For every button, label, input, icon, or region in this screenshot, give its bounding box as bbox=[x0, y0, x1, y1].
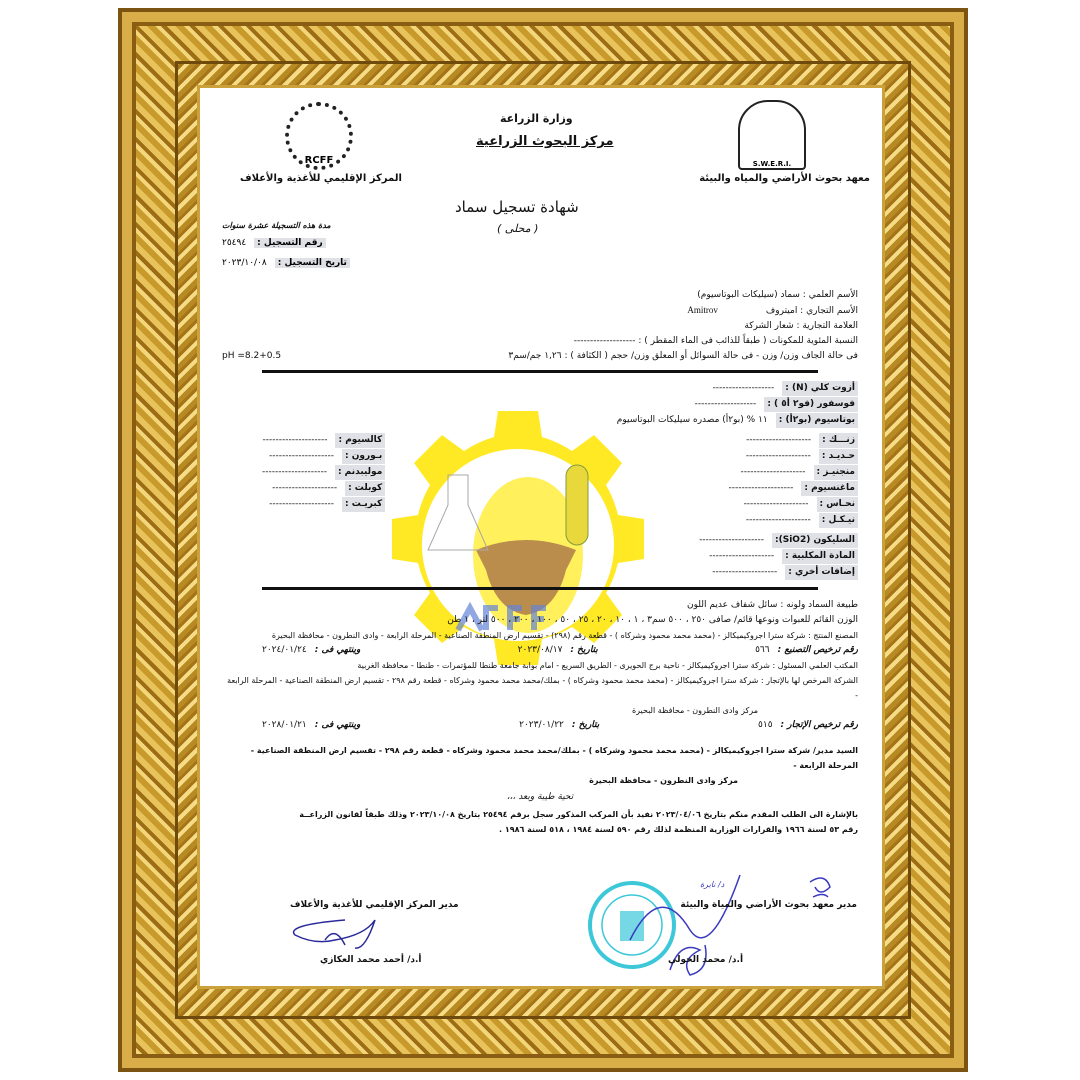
nutrient-value: -------------------- bbox=[699, 535, 765, 545]
nutrient-row bbox=[222, 397, 858, 412]
nutrient-label: منجنيـز : bbox=[814, 465, 859, 480]
validity-note: مدة هذه التسجيلة عشرة سنوات bbox=[222, 221, 331, 230]
trade-name-row bbox=[222, 303, 858, 319]
trade-end-date: ٢٠٢٨/٠١/٢١ bbox=[262, 720, 307, 730]
manufacturer: المصنع المنتج : شركة سترا اجروكيميكالز - (محمد محمد محمود وشركاه ) - قطعة رقم (٢٩٨) - تقسيم ارض المنطقة الصناعية - المرحلة الرابعة - وادى النطرون - محافظة البحيرة bbox=[271, 631, 858, 640]
certificate-subtitle: ( محلى ) bbox=[497, 222, 539, 235]
nutrient-row bbox=[222, 533, 858, 548]
mfg-license-row bbox=[222, 643, 858, 658]
nutrient-row bbox=[728, 433, 858, 448]
nutrient-value: ------------------- bbox=[694, 399, 757, 409]
nutrient-row bbox=[728, 481, 858, 496]
nutrient-row bbox=[222, 381, 858, 396]
greeting: تحية طيبة وبعد ،،، bbox=[506, 792, 574, 802]
addressee-address: مركز وادى النطرون - محافظة البحيرة bbox=[589, 776, 738, 785]
nutrient-row bbox=[262, 497, 385, 512]
mfg-end-label: وينتهي فى : bbox=[314, 645, 361, 655]
micro-nutrients-left bbox=[262, 433, 385, 529]
registration-number: ٢٥٤٩٤ bbox=[222, 238, 247, 248]
nutrient-value: -------------------- bbox=[745, 515, 811, 525]
trade-date: ٢٠٢٣/٠١/٢٢ bbox=[519, 720, 564, 730]
fertilizer-nature: طبيعة السماد ولونه : سائل شفاف عديم اللون bbox=[687, 600, 858, 610]
nutrient-row bbox=[262, 449, 385, 464]
package-weights: الوزن القائم للعبوات ونوعها قائم/ صافى ٢٥٠ ، ٥٠٠ سم٣ ، ١ ، ١٠ ، ٢٠ ، ٢٥ ، ٥٠ ، ١٠٠ ، ٢٠٠ ، ٥٠٠ لتر ، ١ طن bbox=[447, 615, 858, 625]
micro-nutrients bbox=[222, 433, 858, 529]
left-signatory-name: أ.د/ أحمد محمد العكازي bbox=[320, 955, 422, 965]
nutrient-label: كوبلت : bbox=[345, 481, 385, 496]
right-signatory-title: مدير معهد بحوث الأراضي والمياة والبيئة bbox=[680, 900, 857, 910]
divider bbox=[262, 370, 818, 373]
nutrient-value: ------------------- bbox=[712, 383, 775, 393]
letter-body-line-2: رقم ٥٣ لسنة ١٩٦٦ والقرارات الوزارية المنظمة لذلك رقم ٥٩٠ لسنة ١٩٨٤ ، ٥١٨ لسنة ١٩٨٦ . bbox=[499, 825, 858, 834]
registration-date: ٢٠٢٣/١٠/٠٨ bbox=[222, 258, 267, 268]
scientific-name: الأسم العلمي : سماد (سيليكات البوتاسيوم) bbox=[697, 290, 858, 300]
licensed-trader-address: مركز وادى النطرون - محافظة البحيرة bbox=[631, 706, 758, 715]
nutrient-value: -------------------- bbox=[269, 499, 335, 509]
nutrient-value: -------------------- bbox=[269, 451, 334, 461]
mfg-date-label: بتاريخ : bbox=[570, 645, 598, 655]
trade-license-number: ٥١٥ bbox=[758, 720, 773, 730]
micro-nutrients-right bbox=[728, 433, 858, 529]
trade-date-label: بتاريخ : bbox=[571, 720, 600, 730]
component-percentage: النسبة المئوية للمكونات ( طبقاً للذائب فى الماء المقطر ) : ------------------- bbox=[573, 336, 858, 346]
nutrient-value: -------------------- bbox=[709, 551, 775, 561]
registration-date-label: تاريخ التسجيل : bbox=[275, 258, 350, 268]
nutrient-row bbox=[728, 465, 858, 480]
nutrient-value: -------------------- bbox=[728, 483, 794, 493]
nutrient-label: زنـــك : bbox=[819, 433, 858, 448]
mfg-end-date: ٢٠٢٤/٠١/٢٤ bbox=[262, 645, 307, 655]
nutrient-row bbox=[222, 413, 858, 428]
right-signatory-name: أ.د/ محمد الخولي bbox=[668, 955, 744, 965]
licensed-trader: الشركة المرخص لها بالإتجار : شركة سترا اجروكيميكالز - (محمد محمد محمود وشركاه ) - بملك/محمد محمد محمود وشركاه - قطعة رقم ٢٩٨ - تقسيم ارض المنطقة الصناعية - المرحلة الرابعة - bbox=[227, 676, 858, 700]
right-org-name: معهد بحوث الأراضي والمياه والبيئة bbox=[699, 173, 870, 184]
rcff-logo: RCFF bbox=[285, 102, 353, 170]
nutrient-label: إضافات أخري : bbox=[785, 565, 858, 580]
nutrient-label: فوسفور (فو٢ أ٥ ) : bbox=[764, 397, 858, 412]
brand: العلامة التجارية : شعار الشركة bbox=[744, 321, 858, 331]
trade-license-row bbox=[222, 718, 858, 733]
main-nutrients bbox=[222, 381, 858, 429]
nutrient-value: -------------------- bbox=[262, 467, 327, 477]
nutrient-value: -------------------- bbox=[746, 435, 812, 445]
nutrient-label: كبريـت : bbox=[342, 497, 385, 512]
signature-note: د/ نايرة bbox=[700, 880, 725, 889]
nutrient-label: بـورون : bbox=[342, 449, 385, 464]
addressee: السيد مدير/ شركة سترا اجروكيميكالز - (محمد محمد محمود وشركاه ) - بملك/محمد محمد محمود وشركاه - قطعة رقم ٢٩٨ - تقسيم ارض المنطقة الصناعية - المرحلة الرابعة - bbox=[250, 746, 858, 770]
scientific-office: المكتب العلمي المسئول : شركة سترا اجروكيميكالز - ناحية برج الحويرى - الطريق السريع - امام بوابة جامعة طنطا للمؤتمرات - طنطا - محافظة الغربية bbox=[357, 661, 858, 670]
nutrient-label: موليبدنم : bbox=[335, 465, 385, 480]
nutrient-row bbox=[728, 497, 858, 512]
nutrient-value: -------------------- bbox=[740, 467, 806, 477]
ph-value: pH =8.2+0.5 bbox=[222, 351, 282, 361]
nutrient-label: ماغنسيوم : bbox=[801, 481, 858, 496]
trade-license-label: رقم ترخيص الإتجار : bbox=[780, 720, 858, 730]
trade-end-label: وينتهي فى : bbox=[314, 720, 361, 730]
mfg-license-number: ٥٦٦ bbox=[755, 645, 770, 655]
nutrient-label: المادة المكلبية : bbox=[782, 549, 858, 564]
nutrient-value: -------------------- bbox=[272, 483, 338, 493]
nutrient-row bbox=[262, 465, 385, 480]
center-name: مركز البحوث الزراعية bbox=[476, 134, 614, 149]
certificate-title: شهادة تسجيل سماد bbox=[455, 198, 579, 216]
nutrient-label: كالسيوم : bbox=[335, 433, 385, 448]
registration-date-row bbox=[222, 258, 350, 268]
nutrient-value: -------------------- bbox=[262, 435, 328, 445]
nutrient-label: حـديـد : bbox=[819, 449, 858, 464]
sweri-logo: S.W.E.R.I. bbox=[738, 100, 806, 170]
nutrient-label: السليكون (SiO2): bbox=[772, 533, 858, 548]
letter-body-line-1: بالإشارة الى الطلب المقدم منكم بتاريخ ٢٠٢٣/٠٤/٠٦ نفيد بأن المركب المذكور سجل برقم ٢٥٤٩٤ بتاريخ ٢٠٢٣/١٠/٠٨ وذلك طبقاً لقانون الزراعــة bbox=[299, 810, 858, 819]
ministry-name: وزارة الزراعة bbox=[500, 112, 573, 125]
density-row bbox=[222, 349, 858, 364]
nutrient-row bbox=[262, 481, 385, 496]
mfg-date: ٢٠٢٣/٠٨/١٧ bbox=[517, 645, 563, 655]
initials-mark bbox=[805, 872, 835, 902]
registration-number-label: رقم التسجيل : bbox=[254, 238, 326, 248]
nutrient-row bbox=[222, 565, 858, 580]
mfg-license-label: رقم ترخيص التصنيع : bbox=[777, 645, 858, 655]
nutrient-value: ١١ % (بو٢أ) مصدره سيليكات البوتاسيوم bbox=[616, 415, 768, 425]
nutrient-label: أزوت كلي (N) : bbox=[782, 381, 858, 396]
other-components bbox=[222, 533, 858, 581]
nutrient-value: -------------------- bbox=[743, 499, 809, 509]
nutrient-label: نحـاس : bbox=[817, 497, 858, 512]
registration-number-row bbox=[222, 238, 326, 248]
nutrient-value: -------------------- bbox=[712, 567, 778, 577]
nutrient-row bbox=[222, 549, 858, 564]
density: فى حالة الجاف وزن/ وزن - فى حالة السوائل أو المعلق وزن/ حجم ( الكثافة ) : ١,٢٦ جم/سم٣ bbox=[508, 351, 858, 361]
left-org-name: المركز الإقليمي للأغذية والأعلاف bbox=[240, 173, 402, 184]
certificate-body bbox=[222, 288, 858, 837]
left-signatory-title: مدير المركز الإقليمي للأغذية والأعلاف bbox=[290, 900, 459, 910]
nutrient-row bbox=[728, 513, 858, 528]
signature-left bbox=[275, 915, 405, 949]
nutrient-row bbox=[728, 449, 858, 464]
trade-name-english: Amitrov bbox=[687, 305, 718, 315]
divider bbox=[262, 587, 818, 590]
nutrient-row bbox=[262, 433, 385, 448]
nutrient-label: نيـكـل : bbox=[819, 513, 858, 528]
nutrient-value: -------------------- bbox=[745, 451, 811, 461]
trade-name: الأسم التجاري : اميتروف bbox=[765, 306, 858, 316]
nutrient-label: بوتاسيوم (بو٢أ) : bbox=[776, 413, 858, 428]
